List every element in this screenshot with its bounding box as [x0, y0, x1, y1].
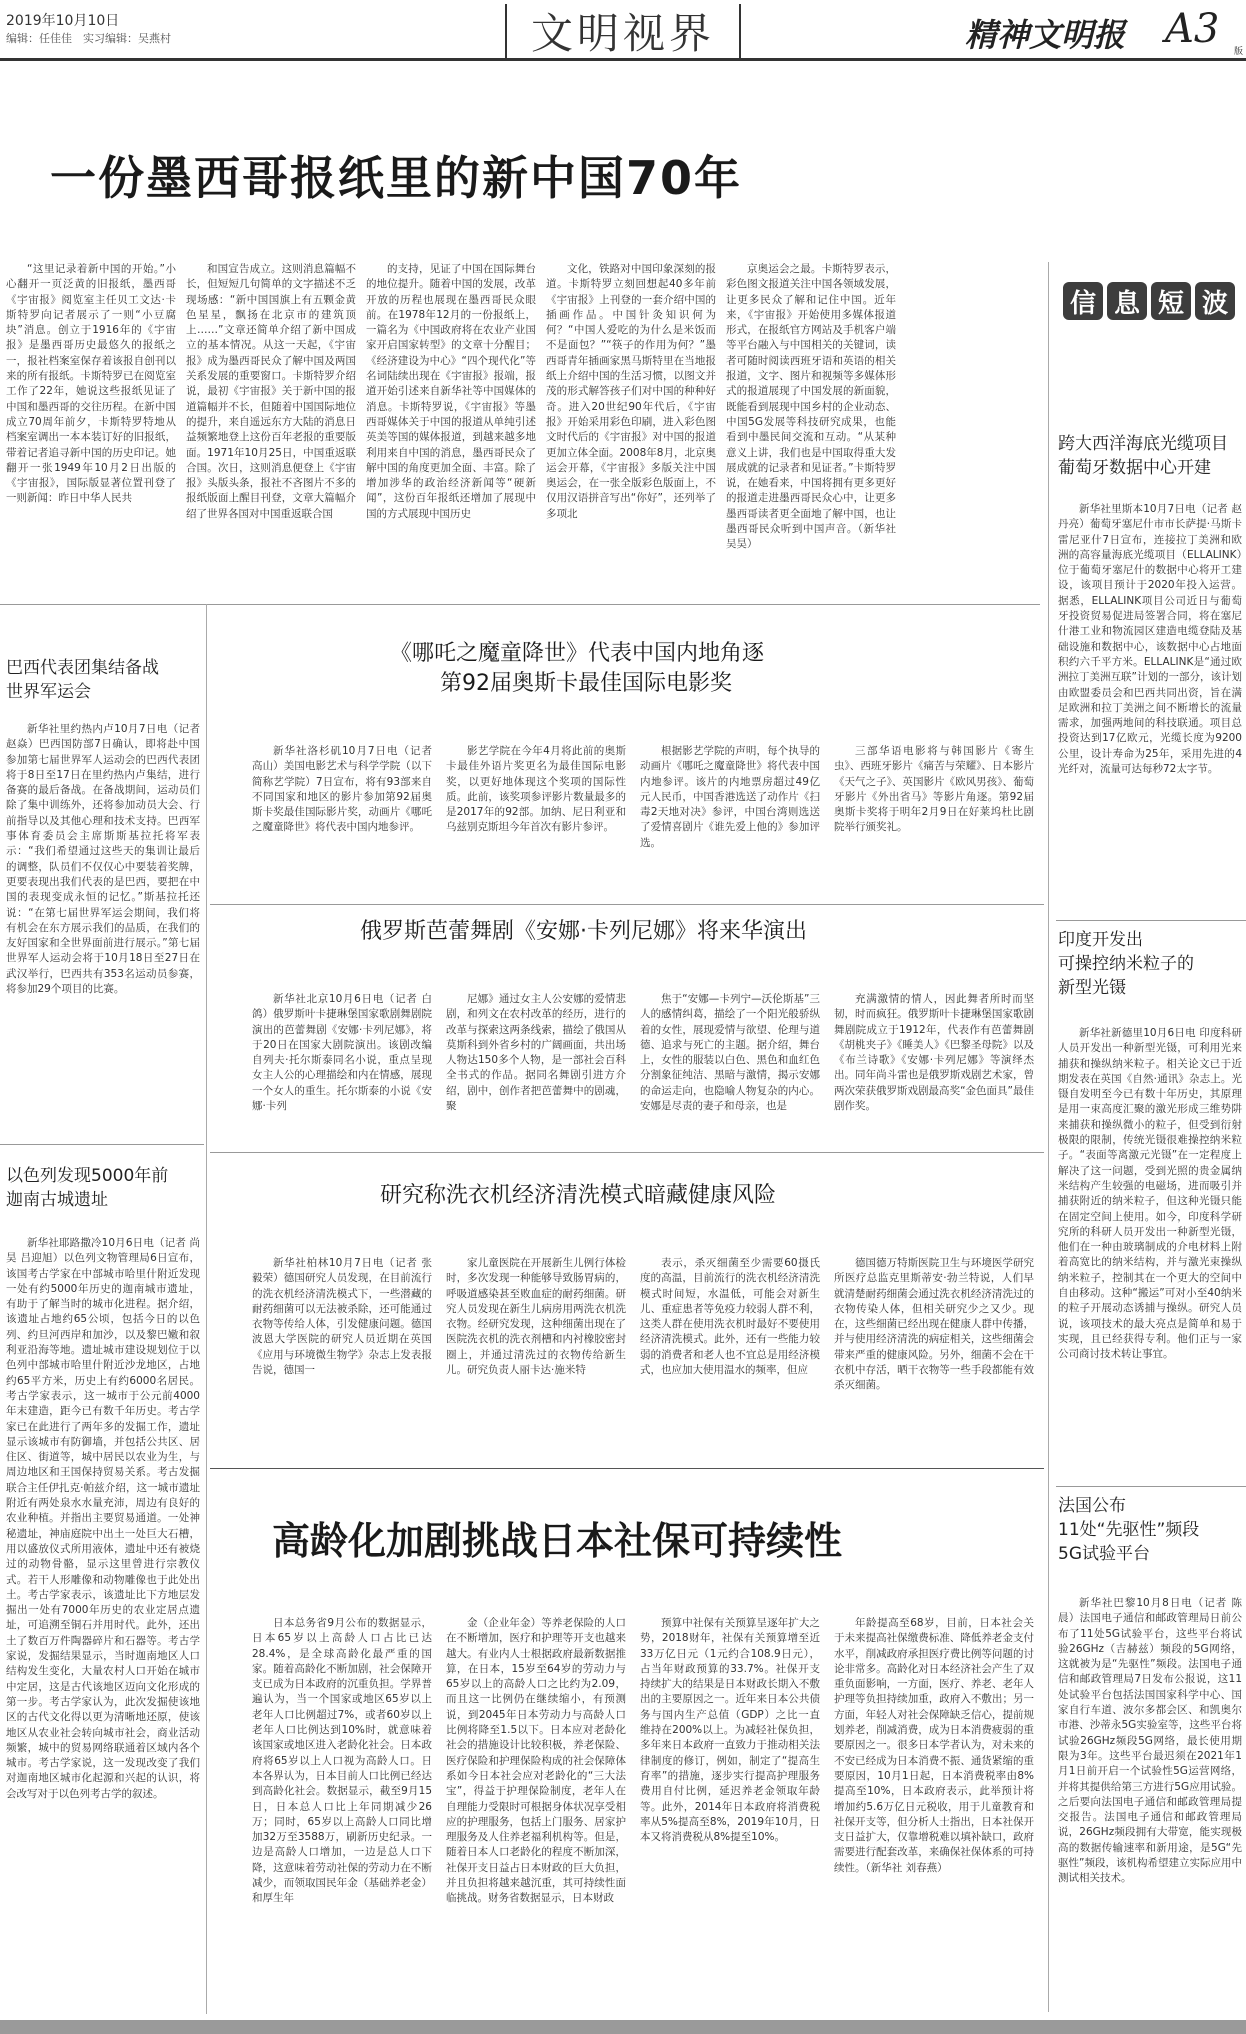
ballet-column-4	[834, 992, 1034, 1142]
brief-body	[1058, 1026, 1242, 1498]
section-title: 文明视界	[505, 4, 741, 58]
laundry-column-1	[252, 1256, 432, 1412]
brief-headline-line: 5G试验平台	[1058, 1544, 1150, 1564]
divider	[0, 604, 1040, 605]
ballet-text-2: 尼娜》通过女主人公安娜的爱情悲剧，和列文在农村改革的经历，进行的改革与探索这两条线索，描绘了俄国从莫斯科到外省乡村的广阔画面，共出场人物达150多个人物，是一部社会百科全书式的作品。据同名舞剧引进方介绍，剧中，创作者把芭蕾舞中的剧魂，聚	[446, 993, 626, 1113]
ballet-column-1	[252, 992, 432, 1142]
israel-headline	[6, 1164, 202, 1212]
japan-column-2	[446, 1616, 626, 2012]
brief-headline-line: 11处“先驱性”频段	[1058, 1520, 1200, 1540]
laundry-text-4: 德国德万特斯医院卫生与环境医学研究所医疗总监克里斯蒂安·勃兰特说，人们早就清楚耐药细菌会通过洗衣机经济清洗过的衣物传染人体，但相关研究少之又少。现在，这些细菌已经出现在健康人群中传播，并与使用经济清洗的病症相关，这些细菌会带来严重的健康风险。另外，细菌不会在干衣机中存活，晒干衣物等一些手段都能有效杀灭细菌。	[834, 1257, 1034, 1392]
lead-text-2: 和国宣告成立。这则消息篇幅不长，但短短几句简单的文字描述不乏现场感：“新中国国旗上有五颗金黄色星星，飘扬在北京市的建筑顶上……”文章还简单介绍了新中国成立的基本情况。从这一天起，《宇宙报》成为墨西哥民众了解中国及两国关系发展的重要窗口。卡斯特罗介绍说，最初《宇宙报》关于新中国的报道篇幅并不长，但随着中国国际地位的提升，来自遥远东方大陆的消息日益频繁地登上这份百年老报的重要版面。1971年10月25日，中国重返联合国。次日，这则消息便登上《宇宙报》头版头条，报社不吝图片不多的报纸版面上醒目刊登，文章大篇幅介绍了世界各国对中国重返联合国	[186, 263, 356, 520]
editor-credits: 编辑：任佳佳 实习编辑：吴燕村	[6, 32, 171, 45]
brief-body	[1058, 502, 1242, 922]
divider	[0, 1144, 204, 1145]
oscar-column-3	[640, 744, 820, 894]
lead-column-5	[726, 262, 896, 598]
brief-text: 新华社里斯本10月7日电（记者 赵丹亮）葡萄牙塞尼什市市长萨提·马斯卡雷尼亚什7日宣布，连接拉丁美洲和欧洲的高容量海底光缆项目（ELLALINK）位于葡萄牙塞尼什的数据中心将开工建设，该项目预计于2020年投入运营。据悉，ELLALINK项目公司近日与葡萄牙投资贸易促进局签署合同，将在塞尼什港工业和物流园区建造电缆登陆及基础设施和数据中心，该数据中心占地面积约六千平方米。ELLALINK是“通过欧洲拉丁美洲互联”计划的一部分，该计划由欧盟委员会和巴西共同出资，旨在满足欧洲和拉丁美洲之间不断增长的流量需求，加强两地间的科技联通。项目总投资达到17亿欧元，光缆长度为9200公里，设计寿命为25年，采用先进的4光纤对，流量可达每秒72太字节。	[1058, 503, 1242, 776]
lead-text-3: 的支持，见证了中国在国际舞台的地位提升。随着中国的发展，改革开放的历程也展现在墨西哥民众眼前。在1978年12月的一份报纸上，一篇名为《中国政府将在农业产业国家开启国家转型》的文章十分醒目；《经济建设为中心》“四个现代化”等名词陆续出现在《宇宙报》报端，报道开始引述来自新华社等中国媒体的消息。卡斯特罗说，《宇宙报》等墨西哥媒体关于中国的报道从单纯引述英美等国的媒体报道，到越来越多地利用来自中国的消息，墨西哥民众了解中国的角度更加全面、丰富。除了增加涉华的政治经济新闻等“硬新闻”，这份百年报纸还增加了展现中国的方式展现中国历史	[366, 263, 536, 520]
issue-date: 2019年10月10日	[6, 13, 120, 29]
japan-text-2: 金（企业年金）等养老保险的人口在不断增加，医疗和护理等开支也越来越大。有业内人士根据政府最新数据推算，在日本，15岁至64岁的劳动力与65岁以上的高龄人口之比约为2.09，而且这一比例仍在继续缩小，有预测说，到2045年日本劳动力与高龄人口比例将降至1.5以下。日本应对老龄化社会的措施设计比较积极，养老保险、医疗保险和护理保险构成的社会保障体系如今日本社会应对老龄化的“三大法宝”，得益于护理保险制度，老年人在自理能力受限时可根据身体状况享受相应的护理服务，包括上门服务、居家护理服务及人住养老福利机构等。但是，随着日本人口老龄化的程度不断加深，社保开支日益占日本财政的巨大负担，并且负担将越来越沉重，其可持续性面临挑战。财务省数据显示，日本财政	[446, 1617, 626, 1905]
badge-char: 短	[1151, 282, 1191, 320]
ballet-text-1: 新华社北京10月6日电（记者 白鸽）俄罗斯叶卡捷琳堡国家歌剧舞剧院演出的芭蕾舞剧《安娜·卡列尼娜》，将于20日在国家大剧院演出。该剧改编自列夫·托尔斯泰同名小说，重点呈现女主人公的心理描绘和内在情感，展现一个女人的重生。托尔斯泰的小说《安娜·卡列	[252, 993, 432, 1113]
paper-name: 精神文明报	[965, 16, 1126, 54]
divider	[1056, 1486, 1246, 1487]
brief-text: 新华社巴黎10月8日电（记者 陈晨）法国电子通信和邮政管理局日前公布了11处5G试验平台，这些平台将试验26GHz（吉赫兹）频段的5G网络，这就被为是“先驱性”频段。法国电子通信和邮政管理局7日发布公报说，这11处试验平台包括法国国家科学中心、国家自行车道、波尔多都会区、和凯奥尔市港、沙蒂永5G实验室等，这些平台将试验26GHz频段5G网络，最长使用期限为3年。这些平台最迟须在2021年1月1日前开启一个试验性5G运营网络，并将其提供给第三方进行5G应用试验。之后要向法国电子通信和邮政管理局提交报告。法国电子通信和邮政管理局说，26GHz频段拥有大带宽，能实现极高的数据传输速率和新用途，是5G“先驱性”频段，该机构希望建立实际应用中测试相关技术。	[1058, 1597, 1242, 1885]
brief-headline-line: 葡萄牙数据中心开建	[1058, 458, 1211, 478]
israel-headline-line: 迦南古城遗址	[6, 1190, 108, 1210]
japan-column-1	[252, 1616, 432, 2012]
ballet-column-2	[446, 992, 626, 1142]
lead-text-5: 京奥运会之最。卡斯特罗表示，彩色图文报道关注中国各领域发展，让更多民众了解和记住中国。近年来，《宇宙报》开始使用多媒体报道形式，在报纸官方网站及手机客户端等平台融入与中国相关的关键词，读者可随时阅读西班牙语和英语的相关报道，文字、图片和视频等多媒体形式的报道展现了中国发展的新面貌，既能看到展现中国乡村的企业动态、中国5G发展等科技研究成果，也能看到中墨民间交流和互动。“从某种意义上讲，我们也是中国取得重大发展成就的记录者和见证者。”卡斯特罗说，在她看来，中国将拥有更多更好的报道走进墨西哥民众心中，让更多墨西哥读者更全面地了解中国，也让墨西哥民众听到中国声音。（新华社 吴昊）	[726, 263, 896, 551]
brief-text: 新华社新德里10月6日电 印度科研人员开发出一种新型光镊，可利用光来捕获和操纵纳米粒子。相关论文已于近期发表在英国《自然·通讯》杂志上。光镊自发明至今已有数十年历史，其原理是用一束高度汇聚的激光形成三维势阱来捕获和操纵微小的粒子，但受到衍射极限的限制，传统光镊很难操控纳米粒子。“表面等离激元光镊”在一定程度上解决了这一问题，受到光照的贵金属纳米结构产生较强的电磁场，进而吸引并捕获附近的纳米粒子，但这种光镊只能在固定空间上使用。如今，印度科学研究所的科研人员开发出一种新型光镊，他们在一种由玻璃制成的介电材料上附着高宽比的纳米结构，并与激光束操纵纳米粒子，控制其在一个更大的空间中自由移动。这种“搬运”可对小至40纳米的粒子开展动态诱捕与操纵。研究人员说，该项技术的最大亮点是简单和易于实现，且已经获得专利。他们正与一家公司商讨技术转让事宜。	[1058, 1027, 1242, 1361]
brief-headline	[1058, 928, 1242, 1000]
ballet-text-4: 充满激情的情人，因此舞者所时而坚韧，时而疯狂。俄罗斯叶卡捷琳堡国家歌剧舞剧院成立于1912年，代表作有芭蕾舞剧《胡桃夹子》《睡美人》《巴黎圣母院》以及《布兰诗歌》《安娜·卡列尼娜》等演绎杰出。同年尚斗雷也是俄罗斯戏剧艺术家，曾两次荣获俄罗斯戏剧最高奖“金色面具”最佳剧作奖。	[834, 993, 1034, 1113]
brief-headline-line: 印度开发出	[1058, 930, 1143, 950]
japan-text-1: 日本总务省9月公布的数据显示，日本65岁以上高龄人口占比已达28.4%，是全球高龄化最严重的国家。随着高龄化不断加剧，社会保障开支已成为日本政府的沉重负担。学界普遍认为，当一个国家或地区65岁以上老年人口比例超过7%，或者60岁以上老年人口比例达到10%时，就意味着该国家或地区进入老龄化社会。日本政府将65岁以上人口视为高龄人口。日本各界认为，日本目前人口比例已经达到高龄化社会。数据显示，截至9月15日，日本总人口比上年同期减少26万；同时，65岁以上高龄人口同比增加32万至3588万，刷新历史纪录。一边是高龄人口增加，一边是总人口下降，这意味着劳动社保的劳动力在不断减少，而领取国民年金（基础养老金）和厚生年	[252, 1617, 432, 1905]
laundry-column-3	[640, 1256, 820, 1412]
brief-headline	[1058, 1494, 1242, 1566]
lead-column-3	[366, 262, 536, 598]
japan-headline: 高龄化加剧挑战日本社保可持续性	[272, 1519, 843, 1563]
lead-column-1	[6, 262, 176, 598]
column-divider	[206, 604, 207, 2014]
laundry-text-3: 表示，杀灭细菌至少需要60摄氏度的高温，目前流行的洗衣机经济清洗模式时间短，水温低，可能会对新生儿、重症患者等免疫力较弱人群不利，这类人群在使用洗衣机时最好不要使用经济清洗模式。此外，还有一些能力较弱的消费者和老人也不宜总是用经济模式，也应加大使用温水的频率，但应	[640, 1257, 820, 1377]
oscar-column-1	[252, 744, 432, 894]
badge-char: 信	[1063, 282, 1103, 320]
lead-text-1: “这里记录着新中国的开始。”小心翻开一页泛黄的旧报纸，墨西哥《宇宙报》阅览室主任贝工文达·卡斯特罗向记者展示了一则“小豆腐块”消息。创立于1916年的《宇宙报》是墨西哥历史最悠久的报纸之一，报社档案室保存着该报自创刊以来的所有报纸。卡斯特罗已在阅览室工作了22年，她说这些报纸见证了中国和墨西哥的交往历程。在新中国成立70周年前夕，卡斯特罗特地从档案室调出一本本装订好的旧报纸，带着记者追寻新中国的历史印记。她翻开一张1949年10月2日出版的《宇宙报》，国际版显著位置刊登了一则新闻：昨日中华人民共	[6, 263, 176, 505]
oscar-text-1: 新华社洛杉矶10月7日电（记者 高山）美国电影艺术与科学学院（以下简称艺学院）7日宣布，将有93部来自不同国家和地区的影片参加第92届奥斯卡奖最佳国际影片奖，动画片《哪吒之魔童降世》将代表中国内地参评。	[252, 745, 432, 834]
oscar-column-4	[834, 744, 1034, 894]
lead-headline: 一份墨西哥报纸里的新中国70年	[50, 151, 743, 205]
badge-char: 波	[1195, 282, 1235, 320]
israel-body	[6, 1236, 200, 2012]
brief-section-badge	[1063, 282, 1235, 320]
oscar-headline: 《哪吒之魔童降世》代表中国内地角逐	[390, 641, 765, 666]
brazil-headline	[6, 656, 202, 704]
brief-headline-line: 法国公布	[1058, 1496, 1126, 1516]
japan-column-3	[640, 1616, 820, 2012]
brief-headline-line: 跨大西洋海底光缆项目	[1058, 434, 1228, 454]
brazil-headline-line: 巴西代表团集结备战	[6, 658, 159, 678]
japan-text-3: 预算中社保有关预算呈逐年扩大之势，2018财年，社保有关预算增至近33万亿日元（1元约合108.9日元），占当年财政预算的33.7%。社保开支持续扩大的结果是日本财政长期入不敷出的主要原因之一。近年来日本公共债务与国内生产总值（GDP）之比一直维持在200%以上。为减轻社保负担，多年来日本政府一直致力于推动相关法律制度的修订，例如，制定了“提高生育率”的措施，逐步实行提高护理服务费用自付比例，延迟养老金领取年龄等。此外，2014年日本政府将消费税率从5%提高至8%，2019年10月，日本又将消费税从8%提至10%。	[640, 1617, 820, 1844]
brief-headline	[1058, 432, 1242, 480]
israel-text: 新华社耶路撒冷10月6日电（记者 尚昊 吕迎旭）以色列文物管理局6日宣布，该国考古学家在中部城市哈里什附近发现一处有约5000年历史的迦南城市遗址，有助于了解当时的城市化进程。据介绍，该遗址占地约65公顷，包括今日的以色列、约旦河西岸和加沙，以及黎巴嫩和叙利亚沿海等地。遗址城市建设规划位于以色列中部城市哈里什附近沙龙地区，占地约65平方米，历史上有约6000名居民。考古学家表示，这一城市于公元前4000年末建造，距今已有数千年历史。考古学家已在此进行了两年多的发掘工作，遗址显示该城市有防御墙，并包括公共区、居住区、街道等，城中居民以农业为生，与周边地区和王国保持贸易关系。考古发掘联合主任伊扎克·帕兹介绍，这一城市遗址附近有两处泉水水量充沛，周边有良好的农业种植。并指出主要贸易通道。一处神秘遗址，神庙庭院中出土一处巨大石槽，用以盛放仪式所用液体，遗址中还有被烧过的动物骨骼，显示这里曾进行宗教仪式。若干人形雕像和动物雕像也于此处出土。考古学家表示，该遗址比下方地层发掘出一处有7000年历史的农业定居点遗址，可追溯至铜石并用时代。此外，还出土了数百万件陶器碎片和石器等。考古学家说，发掘结果显示，当时迦南地区人口结构发生变化，大量农村人口开始在城市中定居，这是古代该地区迈向文化形成的第一步。考古学家认为，此次发掘使该地区的古代文化得以更为清晰地还原，使该地区从农业社会转向城市社会，商业活动频繁，城中的贸易网络联通着区域内各个城市。考古学家说，这一发现改变了我们对迦南地区城市化起源和兴起的认识，将会改写对于以色列考古学的叙述。	[6, 1237, 200, 1800]
brief-body	[1058, 1596, 1242, 2012]
divider	[210, 904, 1044, 905]
laundry-column-2	[446, 1256, 626, 1412]
brief-headline-line: 可操控纳米粒子的	[1058, 954, 1194, 974]
ballet-headline: 俄罗斯芭蕾舞剧《安娜·卡列尼娜》将来华演出	[360, 919, 807, 944]
page-number: A3	[1165, 6, 1220, 52]
laundry-headline: 研究称洗衣机经济清洗模式暗藏健康风险	[380, 1183, 777, 1208]
lead-column-2	[186, 262, 356, 598]
divider	[210, 1468, 1044, 1469]
laundry-column-4	[834, 1256, 1034, 1412]
masthead-rule	[0, 58, 1246, 61]
japan-text-4: 年龄提高至68岁，目前，日本社会关于未来提高社保缴费标准、降低养老金支付水平，削减政府承担医疗费比例等问题的讨论非常多。高龄化对日本经济社会产生了双重负面影响，一方面，医疗、养老、老年人护理等负担持续加重，政府入不敷出；另一方面，年轻人对社会保障缺乏信心，提前规划养老，削减消费，成为日本消费疲弱的重要原因之一。很多日本学者认为，对未来的不安已经成为日本消费不振、通货紧缩的重要原因，10月1日起，日本消费税率由8%提高至10%，日本政府表示，此举预计将增加约5.6万亿日元税收，用于儿童教育和社保开支等，但分析人士指出，日本社保开支日益扩大，仅靠增税难以填补缺口，政府需要进行配套改革，来确保社保体系的可持续性。（新华社 刘春燕）	[834, 1617, 1034, 1874]
brazil-body	[6, 722, 200, 1132]
laundry-text-2: 家儿童医院在开展新生儿例行体检时，多次发现一种能够导致肠胃病的，呼吸道感染甚至败血症的耐药细菌。研究人员发现在新生儿病房用两洗衣机洗衣物。经研究发现，这种细菌出现在了医院洗衣机的洗衣剂槽和内衬橡胶密封圈上，并通过清洗过的衣物传给新生儿。研究负责人丽卡达·施米特	[446, 1257, 626, 1377]
brazil-headline-line: 世界军运会	[6, 682, 91, 702]
column-divider	[1048, 262, 1049, 2012]
brazil-text: 新华社里约热内卢10月7日电（记者 赵焱）巴西国防部7日确认，即将赴中国参加第七届世界军人运动会的巴西代表团将于8日至17日在里约热内卢集结，进行备赛的最后备战。在备战期间，运动员们除了集中训练外，还将参加动员大会、行前指导以及其他心理和技术支持。巴西军事体育委员会主席斯斯基拉托将军表示：“我们希望通过这些天的集训让最后的调整，队员们不仅仅心中要装着奖牌，更要表现出我们代表的是巴西，要把在中国的表现变成永恒的记忆。”斯基拉托还说：“在第七届世界军运会期间，我们将有机会在东方展示我们的品质，在我们的友好国家和全世界面前进行展示。”第七届世界军人运动会将于10月18日至27日在武汉举行，巴西共有353名运动员参赛，将参加29个项目的比赛。	[6, 723, 200, 996]
ballet-text-3: 焦于“安娜—卡列宁—沃伦斯基”三人的感情纠葛，描绘了一个阳光般骄纵着的女性，展现爱情与欲望、伦理与道德、追求与死亡的主题。据介绍，舞台上，女性的服装以白色、黑色和血红色分割象征纯洁、黑暗与激情，揭示安娜的命运走向，也隐喻人物复杂的内心。安娜是尽责的妻子和母亲，也是	[640, 993, 820, 1113]
lead-text-4: 文化，铁路对中国印象深刻的报道。卡斯特罗立刻回想起40多年前《宇宙报》上刊登的一套介绍中国的插画作品。中国针灸知识何为何？“中国人爱吃的为什么是米饭而不是面包？”“筷子的作用为何？”墨西哥青年插画家黑马斯特里在当地报纸上介绍中国的生活习惯，以图文并茂的形式解答孩子们对中国的种种好奇。进入20世纪90年代后，《宇宙报》开始采用彩色印刷，进入彩色图文时代后的《宇宙报》对中国的报道更加立体全面。2008年8月，北京奥运会开幕，《宇宙报》多版关注中国奥运会，在一张全版彩色版面上，不仅用汉语拼音写出“你好”，还列举了多项北	[546, 263, 716, 520]
oscar-text-4: 三部华语电影将与韩国影片《寄生虫》、西班牙影片《痛苦与荣耀》、日本影片《天气之子》、英国影片《欧风男孩》、葡萄牙影片《外出省马》等影片角逐。第92届奥斯卡奖将于明年2月9日在好莱坞杜比剧院举行颁奖礼。	[834, 745, 1034, 834]
oscar-text-2: 影艺学院在今年4月将此前的奥斯卡最佳外语片奖更名为最佳国际电影奖，以更好地体现这个奖项的国际性质。此前，该奖项参评影片数量最多的是2017年的92部。加纳、尼日利亚和乌兹别克斯坦今年首次有影片参评。	[446, 745, 626, 834]
lead-column-4	[546, 262, 716, 598]
brief-headline-line: 新型光镊	[1058, 978, 1126, 998]
badge-char: 息	[1107, 282, 1147, 320]
ballet-column-3	[640, 992, 820, 1142]
oscar-text-3: 根据影艺学院的声明，每个执导的动画片《哪吒之魔童降世》将代表中国内地参评。该片的内地票房超过49亿元人民币，中国香港选送了动作片《扫毒2天地对决》参评，中国台湾则选送了爱情喜剧片《谁先爱上他的》参加评选。	[640, 745, 820, 849]
laundry-text-1: 新华社柏林10月7日电（记者 张毅荣）德国研究人员发现，在目前流行的洗衣机经济清洗模式下，一些潜藏的耐药细菌可以无法被杀除，还可能通过衣物等传给人体，引发健康问题。德国波恩大学医院的研究人员近期在英国《应用与环境微生物学》杂志上发表报告说，德国一	[252, 1257, 432, 1377]
page-suffix: 版	[1234, 47, 1244, 57]
divider	[1056, 920, 1246, 921]
oscar-subheadline: 第92届奥斯卡最佳国际电影奖	[440, 671, 732, 696]
oscar-column-2	[446, 744, 626, 894]
divider	[210, 1152, 1044, 1153]
footer-bar	[0, 2020, 1246, 2034]
japan-column-4	[834, 1616, 1034, 2012]
israel-headline-line: 以色列发现5000年前	[6, 1166, 169, 1186]
